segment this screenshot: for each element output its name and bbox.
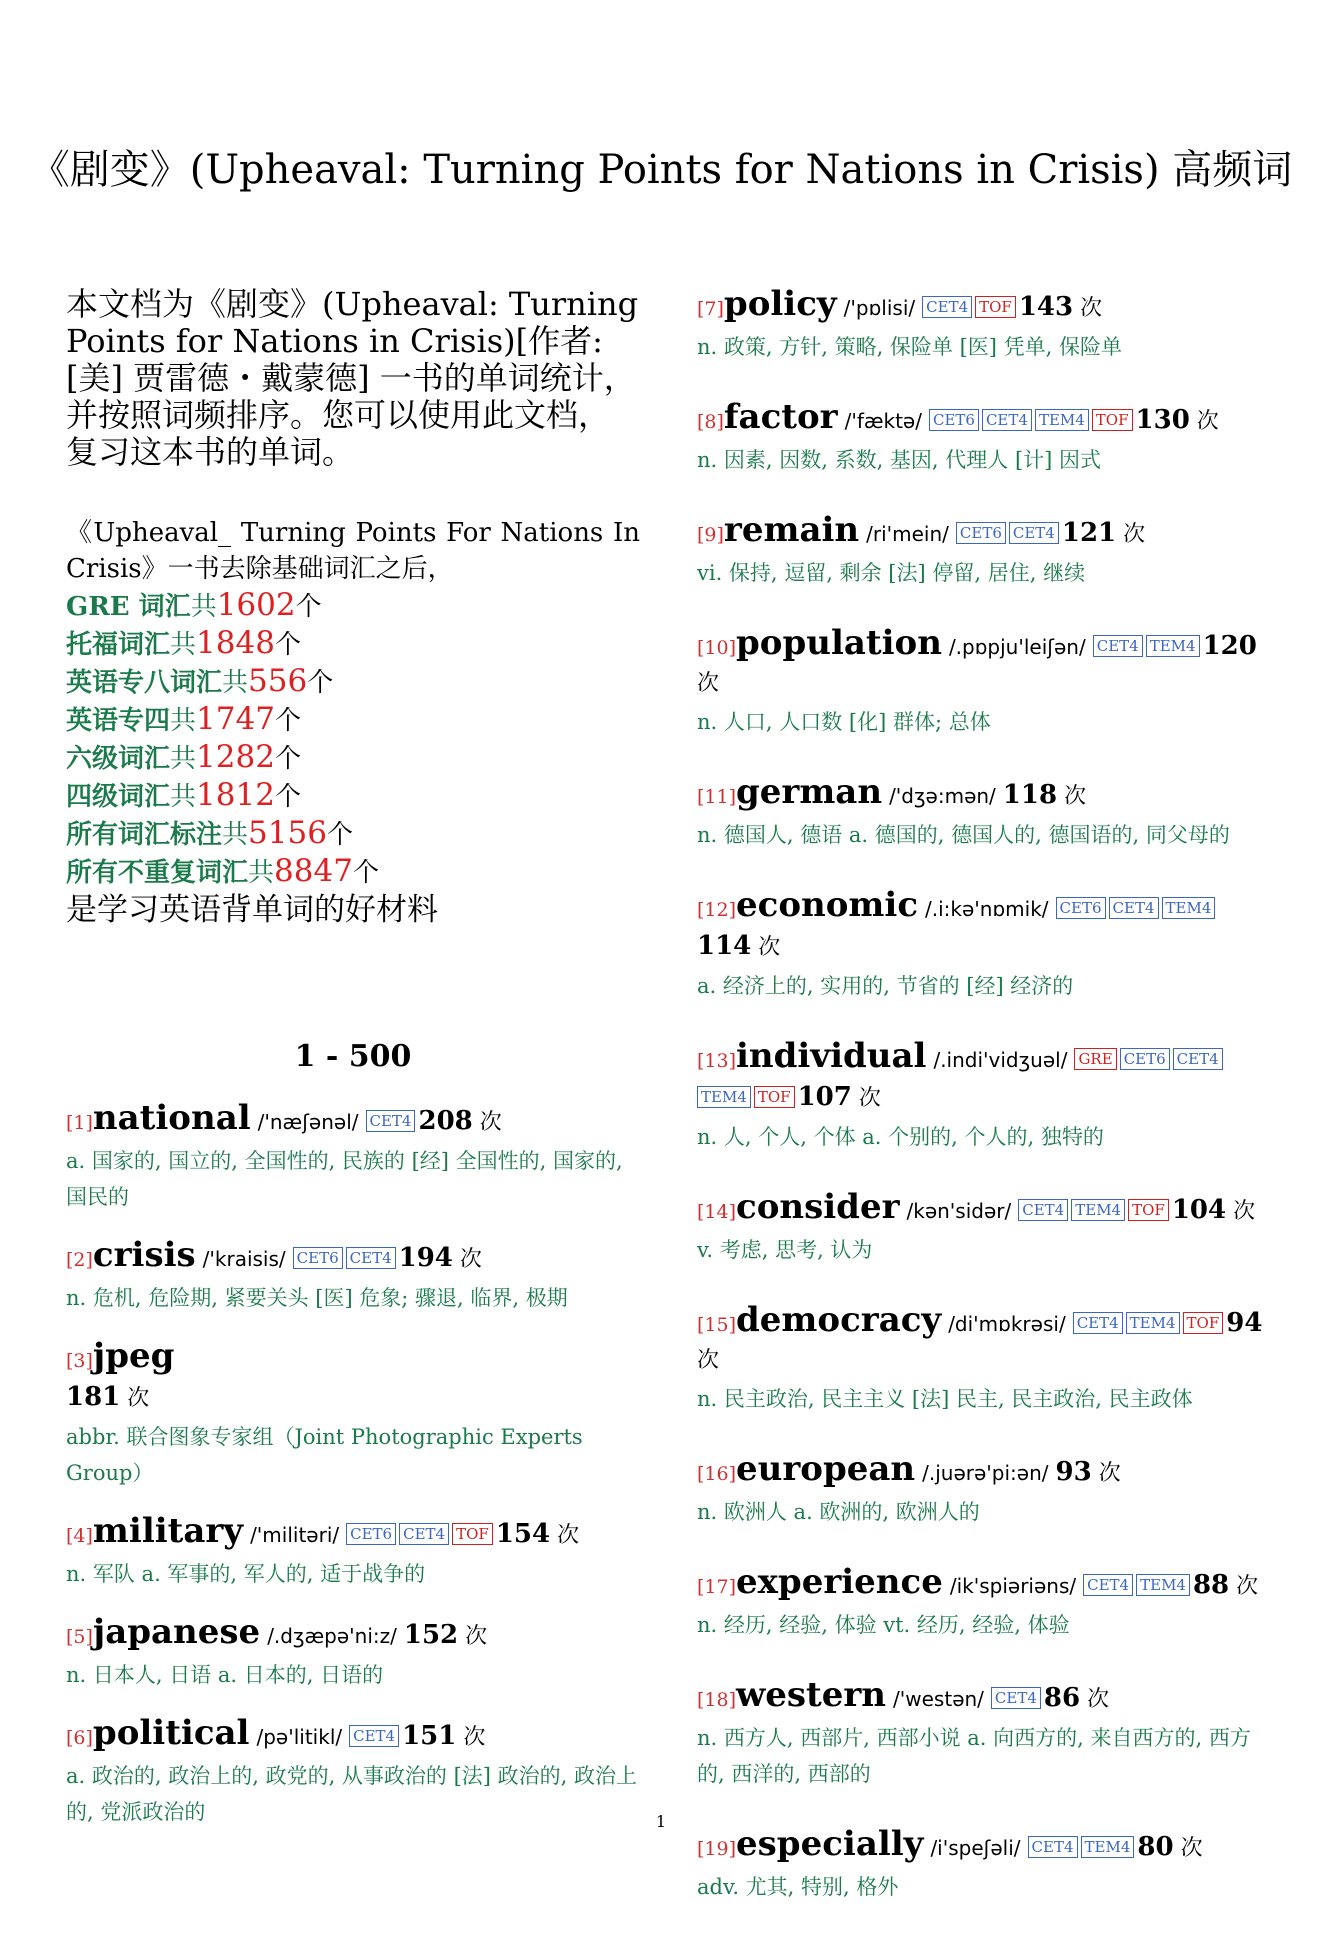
entry-tag-tof: TOF <box>1092 409 1133 431</box>
entry-definition: n. 政策, 方针, 策略, 保险单 [医] 凭单, 保险单 <box>697 335 1123 359</box>
stat-unit: 个 <box>326 820 353 850</box>
entry-tag-cet4: CET4 <box>1018 1199 1068 1221</box>
entry-index: [19] <box>697 1838 737 1860</box>
entry-frequency: 152 <box>403 1620 459 1650</box>
section-title: 1 - 500 <box>294 1039 412 1074</box>
entry-definition: adv. 尤其, 特别, 格外 <box>697 1875 899 1899</box>
entry-word: individual <box>736 1036 927 1076</box>
entry-definition: n. 西方人, 西部片, 西部小说 a. 向西方的, 来自西方的, 西方的, 西洋的, 西部的 <box>697 1726 1251 1786</box>
entry-times-unit: 次 <box>1080 296 1103 321</box>
entry-ipa: /'dʒə:mən/ <box>889 784 996 808</box>
word-entry <box>66 1237 640 1316</box>
entry-header <box>697 774 1272 815</box>
entry-ipa: /i'speʃəli/ <box>930 1836 1021 1860</box>
entry-frequency: 118 <box>1002 780 1058 810</box>
entry-tag-tof: TOF <box>754 1086 795 1108</box>
entry-times-unit: 次 <box>758 935 781 960</box>
stat-row <box>66 853 640 891</box>
entry-header <box>66 1715 640 1756</box>
stat-row <box>66 739 640 777</box>
entry-frequency: 121 <box>1061 518 1117 548</box>
entry-index: [12] <box>697 899 737 921</box>
entry-ipa: /pə'litikl/ <box>256 1725 343 1749</box>
entry-tag-tem4: TEM4 <box>1126 1312 1180 1334</box>
entry-tag-cet4: CET4 <box>346 1247 396 1269</box>
entry-tag-cet4: CET4 <box>366 1110 416 1132</box>
entry-frequency: 104 <box>1171 1195 1227 1225</box>
entry-index: [2] <box>66 1249 93 1271</box>
entry-tag-tem4: TEM4 <box>697 1086 751 1108</box>
entry-ipa: /.juərə'pi:ən/ <box>922 1461 1049 1485</box>
entry-frequency: 94 <box>1226 1308 1263 1338</box>
entry-word: especially <box>736 1824 924 1864</box>
stat-label: 英语专四 <box>66 706 171 736</box>
entry-index: [13] <box>697 1050 737 1072</box>
entry-index: [16] <box>697 1463 737 1485</box>
entry-times-unit: 次 <box>1064 784 1087 809</box>
entry-tag-cet4: CET4 <box>1083 1574 1133 1596</box>
word-entry <box>697 774 1272 853</box>
entry-header <box>66 1338 640 1417</box>
entry-frequency: 88 <box>1192 1570 1230 1600</box>
entry-tag-cet4: CET4 <box>349 1725 399 1747</box>
entry-tag-tof: TOF <box>1128 1199 1169 1221</box>
entry-frequency: 151 <box>402 1721 457 1751</box>
stat-count: 1602 <box>216 587 296 623</box>
entry-tag-cet6: CET6 <box>346 1523 396 1545</box>
stat-row <box>66 587 640 625</box>
stat-count: 1282 <box>196 739 275 775</box>
stat-gong: 共 <box>248 858 275 888</box>
entry-ipa: /'fæktə/ <box>844 409 922 433</box>
entry-word: consider <box>736 1187 900 1227</box>
entry-definition: n. 危机, 危险期, 紧要关头 [医] 危象; 骤退, 临界, 极期 <box>66 1286 568 1310</box>
stat-unit: 个 <box>307 668 334 698</box>
entry-times-unit: 次 <box>697 1348 720 1373</box>
stat-label: 四级词汇 <box>66 782 171 812</box>
entry-times-unit: 次 <box>697 671 720 696</box>
stat-count: 5156 <box>248 815 327 851</box>
stat-gong: 共 <box>222 668 249 698</box>
entry-header <box>66 1237 640 1278</box>
entry-index: [14] <box>697 1201 737 1223</box>
entry-definition: n. 欧洲人 a. 欧洲的, 欧洲人的 <box>697 1500 980 1524</box>
entry-tag-cet4: CET4 <box>991 1687 1041 1709</box>
entry-tag-tem4: TEM4 <box>1162 897 1216 919</box>
entry-index: [4] <box>66 1525 93 1547</box>
entry-header <box>697 1677 1272 1718</box>
entry-ipa: /'næʃənəl/ <box>257 1110 359 1134</box>
entry-definition: n. 军队 a. 军事的, 军人的, 适于战争的 <box>66 1562 426 1586</box>
entry-tag-tem4: TEM4 <box>1035 409 1089 431</box>
entry-definition: n. 经历, 经验, 体验 vt. 经历, 经验, 体验 <box>697 1613 1070 1637</box>
entry-definition: vi. 保持, 逗留, 剩余 [法] 停留, 居住, 继续 <box>697 561 1086 585</box>
entry-frequency: 143 <box>1018 292 1074 322</box>
stat-label: 英语专八词汇 <box>66 668 223 698</box>
entry-word: policy <box>723 284 837 324</box>
word-entry <box>697 1451 1272 1530</box>
stats-list <box>66 587 640 891</box>
entry-tag-cet4: CET4 <box>1173 1048 1223 1070</box>
entry-ipa: /.indi'vidʒuəl/ <box>933 1048 1068 1072</box>
entry-ipa: /.dʒæpə'ni:z/ <box>267 1624 397 1648</box>
right-column <box>697 286 1272 1939</box>
entry-frequency: 194 <box>398 1243 453 1273</box>
stats-lead-cont: Crisis》一书去除基础词汇之后， <box>66 554 454 584</box>
entry-frequency: 80 <box>1137 1832 1174 1862</box>
entry-times-unit: 次 <box>1123 522 1146 547</box>
entry-tag-tem4: TEM4 <box>1146 635 1200 657</box>
entry-index: [3] <box>66 1350 93 1372</box>
stat-count: 556 <box>248 663 308 699</box>
entry-frequency: 208 <box>418 1106 473 1136</box>
entry-ipa: /'westən/ <box>893 1687 984 1711</box>
left-column <box>66 286 640 1852</box>
entry-word: remain <box>723 510 860 550</box>
entry-tag-cet4: CET4 <box>922 296 972 318</box>
entry-word: german <box>736 772 883 812</box>
stat-unit: 个 <box>295 592 322 622</box>
entry-word: democracy <box>736 1300 942 1340</box>
entry-header <box>66 1614 640 1655</box>
entry-word: political <box>92 1713 250 1753</box>
stat-row <box>66 815 640 853</box>
entry-tag-cet4: CET4 <box>1093 635 1143 657</box>
entry-definition: n. 德国人, 德语 a. 德国的, 德国人的, 德国语的, 同父母的 <box>697 823 1230 847</box>
entry-tag-tem4: TEM4 <box>1136 1574 1190 1596</box>
entry-ipa: /'militəri/ <box>250 1523 340 1547</box>
word-entry <box>697 512 1272 591</box>
word-list-right <box>697 286 1272 1905</box>
stats-closing: 是学习英语背单词的好材料 <box>66 892 438 928</box>
entry-header <box>66 1100 640 1141</box>
entry-times-unit: 次 <box>1233 1199 1256 1224</box>
word-entry <box>697 1826 1272 1905</box>
stat-label: GRE 词汇 <box>66 592 191 622</box>
entry-header <box>697 1451 1272 1492</box>
word-entry <box>697 1564 1272 1643</box>
entry-tag-cet6: CET6 <box>1056 897 1106 919</box>
entry-frequency: 107 <box>797 1082 852 1112</box>
stat-gong: 共 <box>170 782 197 812</box>
entry-tag-cet6: CET6 <box>1120 1048 1170 1070</box>
entry-ipa: /ik'spiəriəns/ <box>949 1574 1077 1598</box>
entry-tag-tem4: TEM4 <box>1071 1199 1125 1221</box>
entry-tag-tof: TOF <box>1183 1312 1224 1334</box>
entry-times-unit: 次 <box>127 1386 150 1411</box>
stat-gong: 共 <box>170 744 197 774</box>
entry-times-unit: 次 <box>1196 409 1219 434</box>
word-entry <box>697 1038 1272 1155</box>
entry-frequency: 86 <box>1043 1683 1081 1713</box>
entry-tag-cet4: CET4 <box>1009 522 1059 544</box>
word-entry <box>697 286 1272 365</box>
entry-frequency: 120 <box>1202 631 1257 661</box>
entry-times-unit: 次 <box>479 1110 502 1135</box>
entry-header <box>697 1302 1272 1379</box>
entry-definition: n. 因素, 因数, 系数, 基因, 代理人 [计] 因式 <box>697 448 1102 472</box>
entry-word: factor <box>723 397 838 437</box>
word-entry <box>697 1677 1272 1792</box>
entry-index: [6] <box>66 1727 93 1749</box>
stat-row <box>66 625 640 663</box>
entry-header <box>697 512 1272 553</box>
entry-frequency: 130 <box>1135 405 1190 435</box>
stat-unit: 个 <box>274 630 301 660</box>
entry-header <box>697 1826 1272 1867</box>
entry-times-unit: 次 <box>1236 1574 1259 1599</box>
entry-times-unit: 次 <box>465 1624 488 1649</box>
entry-word: military <box>92 1511 244 1551</box>
entry-tag-cet6: CET6 <box>929 409 979 431</box>
entry-frequency: 181 <box>66 1382 121 1412</box>
entry-index: [15] <box>697 1314 737 1336</box>
entry-definition: n. 日本人, 日语 a. 日本的, 日语的 <box>66 1663 384 1687</box>
entry-index: [1] <box>66 1112 93 1134</box>
word-entry <box>697 1302 1272 1417</box>
word-entry <box>66 1100 640 1215</box>
stats-block <box>66 515 640 929</box>
entry-word: experience <box>736 1562 943 1602</box>
entry-header <box>697 1189 1272 1230</box>
entry-times-unit: 次 <box>1098 1461 1121 1486</box>
stat-label: 所有词汇标注 <box>66 820 223 850</box>
entry-ipa: /kən'sidər/ <box>906 1199 1012 1223</box>
entry-times-unit: 次 <box>557 1523 580 1548</box>
entry-word: jpeg <box>92 1336 175 1376</box>
stat-gong: 共 <box>170 630 197 660</box>
entry-definition: a. 国家的, 国立的, 全国性的, 民族的 [经] 全国性的, 国家的, 国民的 <box>66 1149 623 1209</box>
stat-gong: 共 <box>222 820 249 850</box>
entry-definition: n. 民主政治, 民主主义 [法] 民主, 民主政治, 民主政体 <box>697 1387 1193 1411</box>
entry-header <box>697 1038 1272 1117</box>
stat-count: 1812 <box>196 777 275 813</box>
entry-word: european <box>736 1449 916 1489</box>
stat-unit: 个 <box>274 782 301 812</box>
entry-tag-cet4: CET4 <box>399 1523 449 1545</box>
entry-word: crisis <box>92 1235 196 1275</box>
word-entry <box>697 887 1272 1004</box>
entry-word: national <box>92 1098 251 1138</box>
entry-tag-tof: TOF <box>452 1523 493 1545</box>
stat-label: 所有不重复词汇 <box>66 858 249 888</box>
entry-header <box>697 1564 1272 1605</box>
entry-word: economic <box>736 885 919 925</box>
entry-index: [10] <box>697 637 737 659</box>
stat-row <box>66 663 640 701</box>
entry-ipa: /di'mɒkrəsi/ <box>948 1312 1066 1336</box>
entry-tag-cet6: CET6 <box>956 522 1006 544</box>
word-entry <box>66 1513 640 1592</box>
entry-frequency: 114 <box>697 931 752 961</box>
entry-times-unit: 次 <box>858 1086 881 1111</box>
entry-frequency: 93 <box>1055 1457 1092 1487</box>
stat-label: 托福词汇 <box>66 630 171 660</box>
entry-definition: v. 考虑, 思考, 认为 <box>697 1238 873 1262</box>
entry-index: [8] <box>697 411 724 433</box>
stats-lead: 《Upheaval_ Turning Points For Nations In <box>66 518 640 548</box>
entry-times-unit: 次 <box>463 1725 486 1750</box>
stat-unit: 个 <box>352 858 379 888</box>
word-entry <box>697 625 1272 740</box>
entry-ipa: /ri'mein/ <box>866 522 949 546</box>
entry-index: [7] <box>697 298 724 320</box>
stat-count: 1848 <box>196 625 275 661</box>
stat-unit: 个 <box>274 744 301 774</box>
word-entry <box>66 1338 640 1491</box>
word-list-left <box>66 1100 640 1830</box>
stat-row <box>66 777 640 815</box>
entry-word: western <box>736 1675 887 1715</box>
entry-header <box>66 1513 640 1554</box>
word-entry <box>697 399 1272 478</box>
stat-unit: 个 <box>274 706 301 736</box>
entry-tag-cet6: CET6 <box>293 1247 343 1269</box>
entry-times-unit: 次 <box>459 1247 482 1272</box>
entry-definition: a. 经济上的, 实用的, 节省的 [经] 经济的 <box>697 974 1074 998</box>
entry-definition: n. 人, 个人, 个体 a. 个别的, 个人的, 独特的 <box>697 1125 1104 1149</box>
entry-tag-tof: TOF <box>975 296 1016 318</box>
entry-frequency: 154 <box>495 1519 551 1549</box>
entry-word: japanese <box>92 1612 261 1652</box>
entry-index: [11] <box>697 786 737 808</box>
entry-definition: abbr. 联合图象专家组（Joint Photographic Experts Group） <box>66 1425 583 1485</box>
entry-index: [9] <box>697 524 724 546</box>
stat-gong: 共 <box>170 706 197 736</box>
entry-word: population <box>736 623 942 663</box>
entry-tag-cet4: CET4 <box>1109 897 1159 919</box>
stat-gong: 共 <box>190 592 217 622</box>
entry-ipa: /'kraisis/ <box>202 1247 286 1271</box>
word-entry <box>66 1614 640 1693</box>
entry-times-unit: 次 <box>1180 1836 1203 1861</box>
stat-count: 8847 <box>274 853 353 889</box>
entry-tag-cet4: CET4 <box>982 409 1032 431</box>
page-title: 《剧变》(Upheaval: Turning Points for Nations in Crisis) 高频词 <box>29 147 1293 193</box>
entry-tag-tem4: TEM4 <box>1081 1836 1135 1858</box>
entry-definition: n. 人口, 人口数 [化] 群体; 总体 <box>697 710 991 734</box>
word-entry <box>697 1189 1272 1268</box>
entry-definition: a. 政治的, 政治上的, 政党的, 从事政治的 [法] 政治的, 政治上的, 党派政治的 <box>66 1764 638 1824</box>
entry-index: [18] <box>697 1689 737 1711</box>
stat-row <box>66 701 640 739</box>
entry-tag-gre: GRE <box>1074 1048 1116 1070</box>
entry-ipa: /.i:kə'nɒmik/ <box>925 897 1049 921</box>
entry-header <box>697 399 1272 440</box>
entry-header <box>697 887 1272 966</box>
entry-header <box>697 286 1272 327</box>
stat-count: 1747 <box>196 701 275 737</box>
stat-label: 六级词汇 <box>66 744 171 774</box>
entry-index: [5] <box>66 1626 93 1648</box>
entry-times-unit: 次 <box>1087 1687 1110 1712</box>
entry-index: [17] <box>697 1576 737 1598</box>
entry-tag-cet4: CET4 <box>1028 1836 1078 1858</box>
entry-ipa: /'pɒlisi/ <box>843 296 916 320</box>
entry-tag-cet4: CET4 <box>1073 1312 1123 1334</box>
entry-ipa: /.pɒpju'leiʃən/ <box>948 635 1086 659</box>
intro-paragraph: 本文档为《剧变》(Upheaval: Turning Points for Nations in Crisis)[作者: [美] 贾雷德・戴蒙德] 一书的单词统计，并按照词频排序。您可以使用此文档，复习这本书的单词。 <box>66 285 639 471</box>
page-number: 1 <box>655 1812 667 1831</box>
entry-header <box>697 625 1272 702</box>
